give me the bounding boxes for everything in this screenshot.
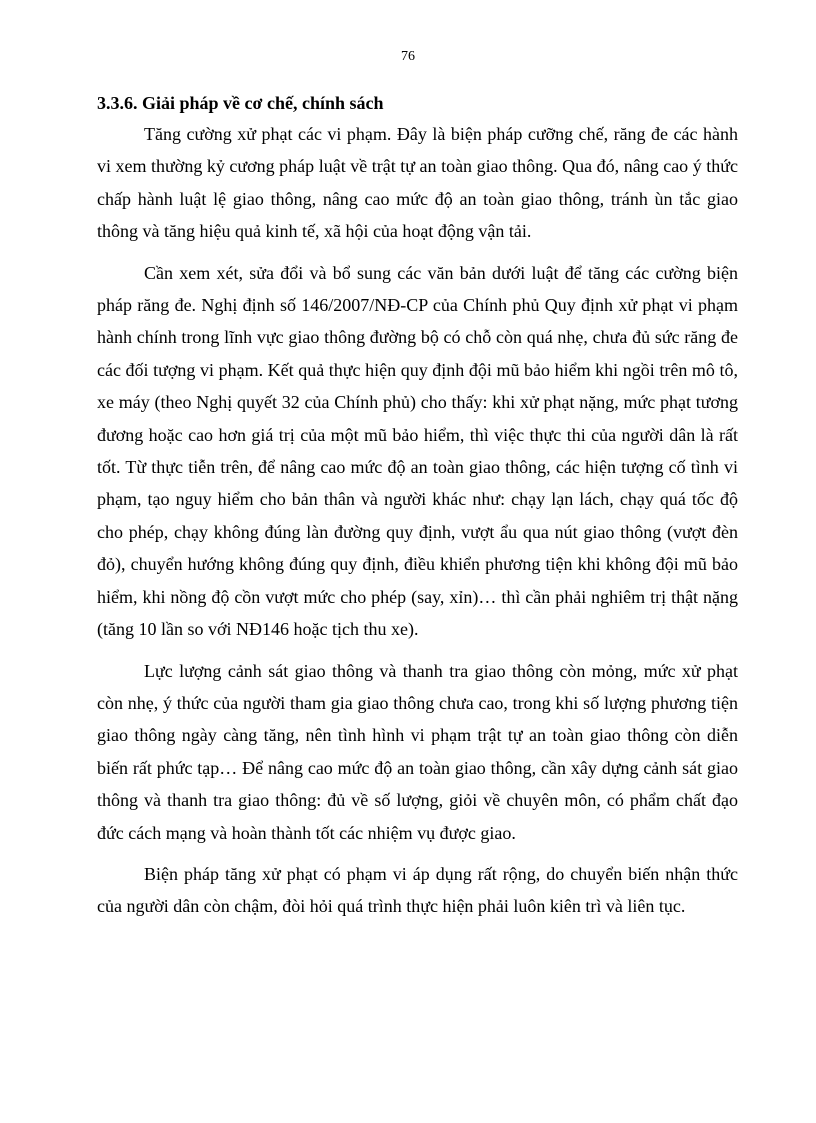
paragraph: Lực lượng cảnh sát giao thông và thanh tra giao thông còn mỏng, mức xử phạt còn nhẹ, ý thức của người tham gia giao thông chưa cao, trong khi số lượng phương tiện giao thông ngày càng tăng, nên tình hình vi phạm trật tự an toàn giao thông còn diễn biến rất phức tạp… Để nâng cao mức độ an toàn giao thông, cần xây dựng cảnh sát giao thông và thanh tra giao thông: đủ về số lượng, giỏi về chuyên môn, có phẩm chất đạo đức cách mạng và hoàn thành tốt các nhiệm vụ được giao. [97, 660, 738, 843]
paragraph: Cần xem xét, sửa đổi và bổ sung các văn bản dưới luật để tăng các cường biện pháp răng đe. Nghị định số 146/2007/NĐ-CP của Chính phủ Quy định xử phạt vi phạm hành chính trong lĩnh vực giao thông đường bộ có chỗ còn quá nhẹ, chưa đủ sức răng đe các đối tượng vi phạm. Kết quả thực hiện quy định đội mũ bảo hiểm khi ngồi trên mô tô, xe máy (theo Nghị quyết 32 của Chính phủ) cho thấy: khi xử phạt nặng, mức phạt tương đương hoặc cao hơn giá trị của một mũ bảo hiểm, thì việc thực thi của người dân là rất tốt. Từ thực tiễn trên, để nâng cao mức độ an toàn giao thông, các hiện tượng cố tình vi phạm, tạo nguy hiểm cho bản thân và người khác như: chạy lạn lách, chạy quá tốc độ cho phép, chạy không đúng làn đường quy định, vượt ẩu qua nút giao thông (vượt đèn đỏ), chuyển hướng không đúng quy định, điều khiển phương tiện khi không đội mũ bảo hiểm, khi nồng độ cồn vượt mức cho phép (say, xỉn)… thì cần phải nghiêm trị thật nặng (tăng 10 lần so với NĐ146 hoặc tịch thu xe). [97, 262, 738, 640]
document-body [97, 88, 738, 932]
page-number: 76 [401, 49, 415, 64]
paragraph: Biện pháp tăng xử phạt có phạm vi áp dụng rất rộng, do chuyển biến nhận thức của người dân còn chậm, đòi hỏi quá trình thực hiện phải luôn kiên trì và liên tục. [97, 863, 738, 917]
paragraph: Tăng cường xử phạt các vi phạm. Đây là biện pháp cưỡng chế, răng đe các hành vi xem thường kỷ cương pháp luật về trật tự an toàn giao thông. Qua đó, nâng cao ý thức chấp hành luật lệ giao thông, nâng cao mức độ an toàn giao thông, tránh ùn tắc giao thông và tăng hiệu quả kinh tế, xã hội của hoạt động vận tải. [97, 124, 738, 242]
section-heading: 3.3.6. Giải pháp về cơ chế, chính sách [97, 93, 384, 113]
